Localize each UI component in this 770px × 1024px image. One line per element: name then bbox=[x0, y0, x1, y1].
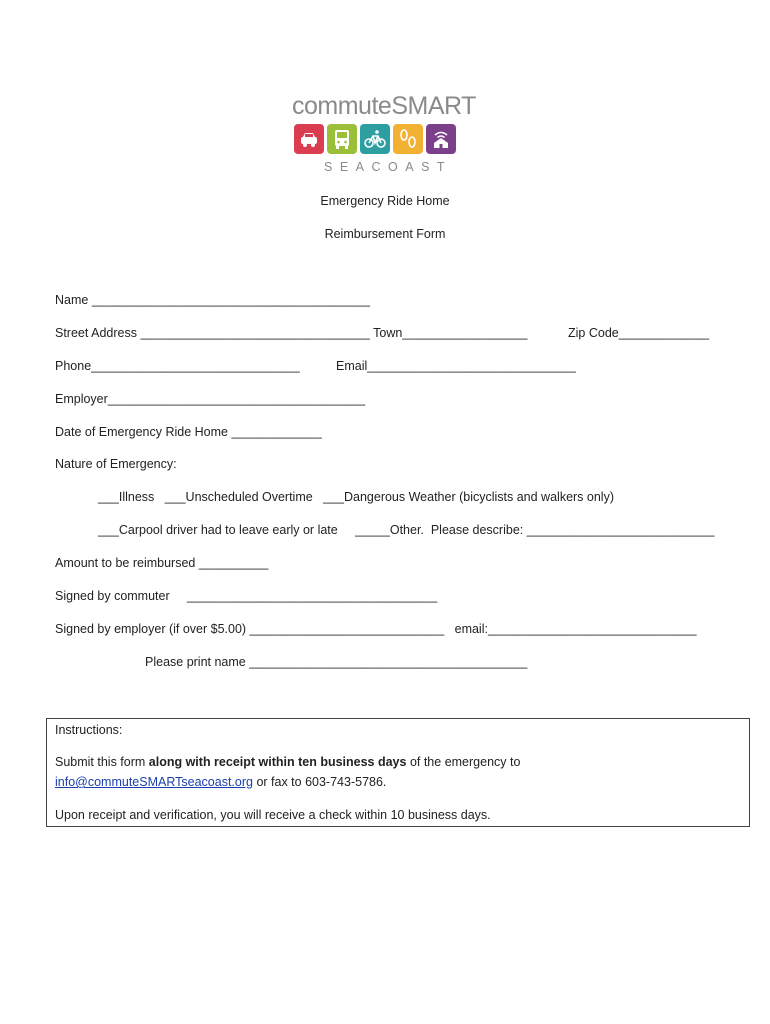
car-icon bbox=[294, 124, 324, 154]
home-wifi-icon bbox=[426, 124, 456, 154]
commuter-signature-field[interactable]: Signed by commuter ____________________________________ bbox=[55, 589, 438, 603]
logo-icon-tiles bbox=[294, 124, 456, 154]
name-field[interactable]: Name ________________________________________ bbox=[55, 293, 370, 307]
street-town-field[interactable]: Street Address _________________________________ Town__________________ bbox=[55, 326, 528, 340]
instructions-heading: Instructions: bbox=[55, 723, 123, 737]
brand-part-smart: SMART bbox=[391, 92, 476, 120]
brand-part-commute: commute bbox=[292, 92, 392, 120]
fax-text: or fax to 603-743-5786. bbox=[252, 775, 387, 789]
phone-field[interactable]: Phone______________________________ bbox=[55, 359, 300, 373]
nature-label: Nature of Emergency: bbox=[55, 457, 177, 471]
amount-field[interactable]: Amount to be reimbursed __________ bbox=[55, 556, 269, 570]
form-subtitle: Reimbursement Form bbox=[324, 227, 446, 241]
instructions-deadline: along with receipt within ten business days bbox=[148, 755, 407, 769]
instructions-box bbox=[46, 718, 750, 827]
footprints-icon bbox=[393, 124, 423, 154]
instructions-text-end: of the emergency to bbox=[406, 755, 521, 769]
print-name-field[interactable]: Please print name ________________________________________ bbox=[145, 655, 528, 669]
instructions-footer: Upon receipt and verification, you will receive a check within 10 business days. bbox=[55, 808, 491, 822]
brand-subtitle: SEACOAST bbox=[324, 160, 453, 174]
nature-options-row-1[interactable]: ___Illness ___Unscheduled Overtime ___Dangerous Weather (bicyclists and walkers only) bbox=[98, 490, 614, 504]
email-link[interactable]: info@commuteSMARTseacoast.org bbox=[55, 775, 253, 789]
employer-field[interactable]: Employer_____________________________________ bbox=[55, 392, 366, 406]
brand-logo-text bbox=[292, 92, 476, 121]
employer-signature-field[interactable]: Signed by employer (if over $5.00) ____________________________ email:______________________________ bbox=[55, 622, 697, 636]
bicycle-icon bbox=[360, 124, 390, 154]
form-title: Emergency Ride Home bbox=[320, 194, 450, 208]
date-field[interactable]: Date of Emergency Ride Home _____________ bbox=[55, 425, 322, 439]
bus-icon bbox=[327, 124, 357, 154]
zip-code-field[interactable]: Zip Code_____________ bbox=[568, 326, 710, 340]
email-field[interactable]: Email______________________________ bbox=[336, 359, 576, 373]
instructions-text bbox=[55, 755, 520, 769]
instructions-text-start: Submit this form bbox=[55, 755, 149, 769]
nature-options-row-2[interactable]: ___Carpool driver had to leave early or late _____Other. Please describe: ___________________________ bbox=[98, 523, 715, 537]
instructions-contact bbox=[55, 775, 386, 789]
